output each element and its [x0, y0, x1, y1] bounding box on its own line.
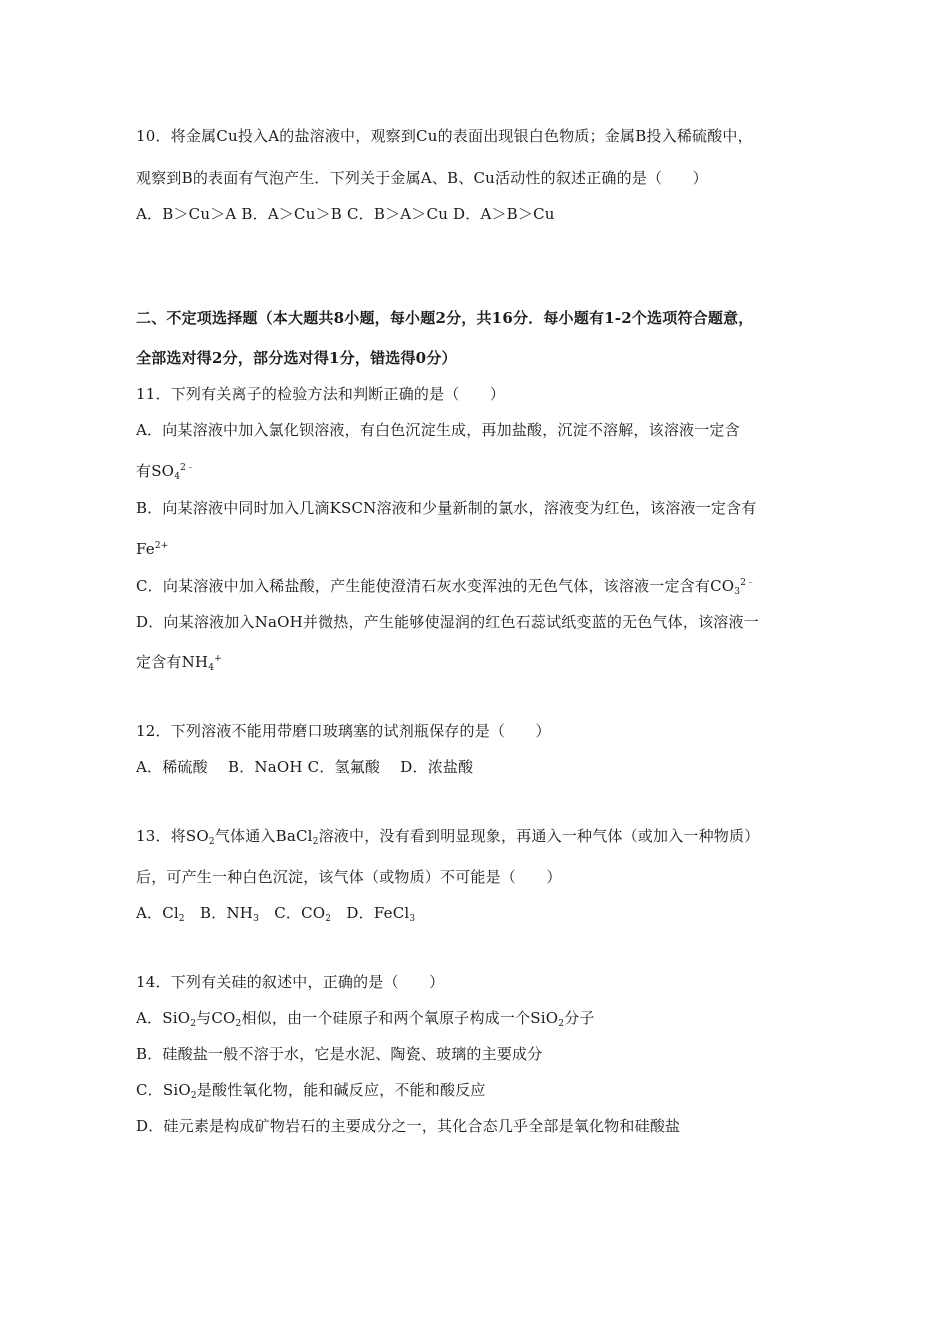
q11-option-a-line2: 有$SO_4^{2﹣}$: [136, 462, 196, 482]
section2-heading-line1: 二、不定项选择题（本大题共8小题，每小题2分，共16分．每小题有1-2个选项符合题意，: [136, 309, 754, 327]
q13-line1: 13．将$SO_2$气体通入BaCl$_2$溶液中，没有看到明显现象，再通入一种气体（或加入一种物质）: [136, 827, 760, 847]
q11-option-a-line1: A．向某溶液中加入氯化钡溶液，有白色沉淀生成，再加盐酸，沉淀不溶解，该溶液一定含: [136, 421, 740, 439]
q14-option-d: D．硅元素是构成矿物岩石的主要成分之一，其化合态几乎全部是氧化物和硅酸盐: [136, 1117, 681, 1135]
q11-option-b-line2: $Fe^{2+}$: [136, 540, 169, 558]
q11-option-d-line1: D．向某溶液加入NaOH并微热，产生能够使湿润的红色石蕊试纸变蓝的无色气体，该溶液一: [136, 613, 759, 631]
q11-option-b-line1: B．向某溶液中同时加入几滴KSCN溶液和少量新制的氯水，溶液变为红色，该溶液一定含有: [136, 499, 757, 517]
q14-option-a: A．SiO$_2$与$CO_2$相似，由一个硅原子和两个氧原子构成一个SiO$_2$分子: [136, 1009, 595, 1029]
q10-options: A．B＞Cu＞A B．A＞Cu＞B C．B＞A＞Cu D．A＞B＞Cu: [136, 205, 555, 223]
q11-stem: 11．下列有关离子的检验方法和判断正确的是（ ）: [136, 385, 506, 403]
q14-option-b: B．硅酸盐一般不溶于水，它是水泥、陶瓷、玻璃的主要成分: [136, 1045, 543, 1063]
q10-line2: 观察到B的表面有气泡产生．下列关于金属A、B、Cu活动性的叙述正确的是（ ）: [136, 169, 708, 187]
section2-heading-line2: 全部选对得2分，部分选对得1分，错选得0分）: [136, 349, 457, 367]
q10-line1: 10．将金属Cu投入A的盐溶液中，观察到Cu的表面出现银白色物质；金属B投入稀硫酸中，: [136, 127, 753, 145]
q11-option-c: C．向某溶液中加入稀盐酸，产生能使澄清石灰水变浑浊的无色气体，该溶液一定含有$CO_3^{2﹣}$: [136, 577, 756, 597]
q12-stem: 12．下列溶液不能用带磨口玻璃塞的试剂瓶保存的是（ ）: [136, 722, 551, 740]
q14-stem: 14．下列有关硅的叙述中，正确的是（ ）: [136, 973, 445, 991]
q13-line2: 后，可产生一种白色沉淀，该气体（或物质）不可能是（ ）: [136, 868, 562, 886]
q12-options: A．稀硫酸 B．NaOH C．氢氟酸 D．浓盐酸: [136, 758, 474, 776]
q14-option-c: C．SiO$_2$是酸性氧化物，能和碱反应，不能和酸反应: [136, 1081, 486, 1101]
q13-options: A．$Cl_2$ B．$NH_3$ C．$CO_2$ D．FeCl$_3$: [136, 904, 416, 924]
q11-option-d-line2: 定含有$NH_4^+$: [136, 653, 222, 673]
